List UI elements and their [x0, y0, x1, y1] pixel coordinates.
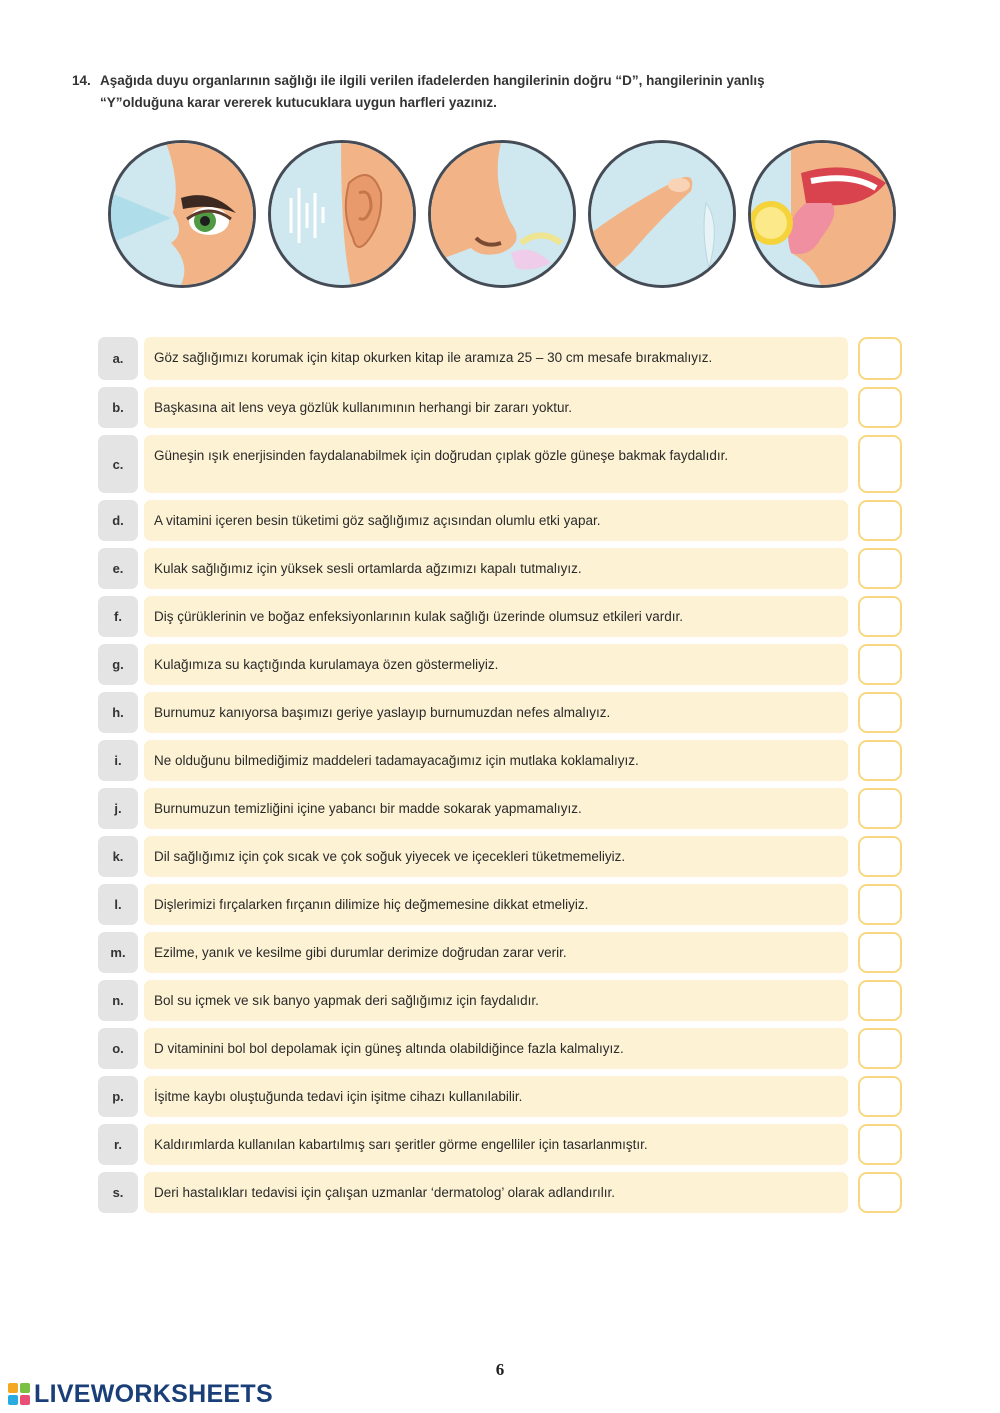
answer-box-o[interactable] [858, 1028, 902, 1069]
statement-letter: h. [98, 692, 138, 733]
statement-text: A vitamini içeren besin tüketimi göz sağlığımız açısından olumlu etki yapar. [144, 500, 848, 541]
answer-box-m[interactable] [858, 932, 902, 973]
answer-box-a[interactable] [858, 337, 902, 380]
statement-row-h [98, 692, 904, 733]
statement-letter: g. [98, 644, 138, 685]
statement-letter: s. [98, 1172, 138, 1213]
answer-box-b[interactable] [858, 387, 902, 428]
statement-row-e [98, 548, 904, 589]
statement-text: Kaldırımlarda kullanılan kabartılmış sarı şeritler görme engelliler için tasarlanmıştır. [144, 1124, 848, 1165]
statement-row-f [98, 596, 904, 637]
statement-letter: n. [98, 980, 138, 1021]
statement-text: Diş çürüklerinin ve boğaz enfeksiyonlarının kulak sağlığı üzerinde olumsuz etkileri vardır. [144, 596, 848, 637]
statement-text: Bol su içmek ve sık banyo yapmak deri sağlığımız için faydalıdır. [144, 980, 848, 1021]
statement-row-i [98, 740, 904, 781]
question-line-2: “Y”olduğuna karar vererek kutucuklara uygun harfleri yazınız. [100, 95, 497, 110]
statement-letter: c. [98, 435, 138, 493]
statement-text: Kulak sağlığımız için yüksek sesli ortamlarda ağzımızı kapalı tutmalıyız. [144, 548, 848, 589]
question-number: 14. [72, 73, 91, 88]
answer-box-k[interactable] [858, 836, 902, 877]
statement-row-m [98, 932, 904, 973]
statement-row-j [98, 788, 904, 829]
statement-row-l [98, 884, 904, 925]
liveworksheets-logo-icon [8, 1383, 30, 1405]
statement-row-c [98, 435, 904, 493]
statement-letter: d. [98, 500, 138, 541]
nose-icon [428, 140, 576, 288]
answer-box-n[interactable] [858, 980, 902, 1021]
statement-letter: j. [98, 788, 138, 829]
question-text [72, 70, 922, 114]
statement-letter: r. [98, 1124, 138, 1165]
statement-letter: a. [98, 337, 138, 380]
statement-row-r [98, 1124, 904, 1165]
statement-row-o [98, 1028, 904, 1069]
statement-text: Dil sağlığımız için çok sıcak ve çok soğuk yiyecek ve içecekleri tüketmemeliyiz. [144, 836, 848, 877]
statement-row-a [98, 337, 904, 380]
statement-letter: m. [98, 932, 138, 973]
tongue-icon [748, 140, 896, 288]
answer-box-h[interactable] [858, 692, 902, 733]
statement-letter: f. [98, 596, 138, 637]
statement-row-d [98, 500, 904, 541]
answer-box-e[interactable] [858, 548, 902, 589]
statement-letter: k. [98, 836, 138, 877]
page-number: 6 [495, 1360, 505, 1379]
brand-name: LIVEWORKSHEETS [34, 1379, 273, 1408]
answer-box-s[interactable] [858, 1172, 902, 1213]
statement-row-n [98, 980, 904, 1021]
sense-organ-images [108, 140, 898, 290]
answer-box-g[interactable] [858, 644, 902, 685]
ear-icon [268, 140, 416, 288]
brand-footer [8, 1381, 273, 1407]
statement-letter: b. [98, 387, 138, 428]
statement-row-g [98, 644, 904, 685]
statement-text: Burnumuzun temizliğini içine yabancı bir madde sokarak yapmamalıyız. [144, 788, 848, 829]
answer-box-p[interactable] [858, 1076, 902, 1117]
answer-box-i[interactable] [858, 740, 902, 781]
answer-box-d[interactable] [858, 500, 902, 541]
statement-text: Ezilme, yanık ve kesilme gibi durumlar derimize doğrudan zarar verir. [144, 932, 848, 973]
answer-box-j[interactable] [858, 788, 902, 829]
statement-text: İşitme kaybı oluştuğunda tedavi için işitme cihazı kullanılabilir. [144, 1076, 848, 1117]
statement-text: Deri hastalıkları tedavisi için çalışan uzmanlar ‘dermatolog’ olarak adlandırılır. [144, 1172, 848, 1213]
statement-text: Ne olduğunu bilmediğimiz maddeleri tadamayacağımız için mutlaka koklamalıyız. [144, 740, 848, 781]
statement-text: Kulağımıza su kaçtığında kurulamaya özen göstermeliyiz. [144, 644, 848, 685]
answer-box-l[interactable] [858, 884, 902, 925]
answer-box-f[interactable] [858, 596, 902, 637]
statement-letter: e. [98, 548, 138, 589]
statement-row-s [98, 1172, 904, 1213]
answer-box-c[interactable] [858, 435, 902, 493]
statement-text: Başkasına ait lens veya gözlük kullanımının herhangi bir zararı yoktur. [144, 387, 848, 428]
statement-text: Dişlerimizi fırçalarken fırçanın dilimize hiç değmemesine dikkat etmeliyiz. [144, 884, 848, 925]
statement-row-k [98, 836, 904, 877]
statement-letter: i. [98, 740, 138, 781]
statement-letter: l. [98, 884, 138, 925]
statement-list [98, 337, 904, 1220]
statement-text: Burnumuz kanıyorsa başımızı geriye yaslayıp burnumuzdan nefes almalıyız. [144, 692, 848, 733]
statement-row-p [98, 1076, 904, 1117]
statement-letter: o. [98, 1028, 138, 1069]
answer-box-r[interactable] [858, 1124, 902, 1165]
statement-text: D vitaminini bol bol depolamak için güneş altında olabildiğince fazla kalmalıyız. [144, 1028, 848, 1069]
finger-skin-icon [588, 140, 736, 288]
statement-text: Güneşin ışık enerjisinden faydalanabilmek için doğrudan çıplak gözle güneşe bakmak faydalıdır. [144, 435, 848, 493]
question-line-1: Aşağıda duyu organlarının sağlığı ile ilgili verilen ifadelerden hangilerinin doğru “D”, hangilerinin yanlış [100, 73, 765, 88]
eye-icon [108, 140, 256, 288]
statement-row-b [98, 387, 904, 428]
statement-text: Göz sağlığımızı korumak için kitap okurken kitap ile aramıza 25 – 30 cm mesafe bırakmalıyız. [144, 337, 848, 380]
statement-letter: p. [98, 1076, 138, 1117]
